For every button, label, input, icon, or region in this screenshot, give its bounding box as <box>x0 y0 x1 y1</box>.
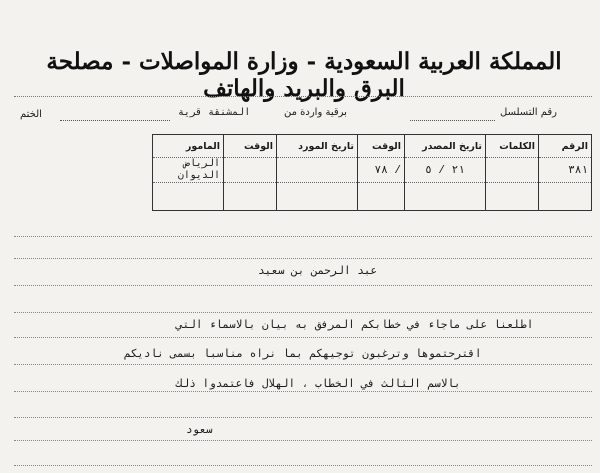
ruled-line <box>14 417 592 418</box>
ministry-header: المملكة العربية السعودية - وزارة المواصلات - مصلحة البرق والبريد والهاتف <box>46 48 562 102</box>
ruled-line <box>14 364 592 365</box>
signature: سعود <box>186 425 213 437</box>
header-officer: المامور <box>153 135 224 158</box>
header-time-2: الوقت <box>224 135 277 158</box>
message-line-2: اقترحتموها وترغبون توجيهكم بما نراه مناسبا بسمى ناديكم <box>124 349 482 361</box>
ruled-line <box>14 258 592 259</box>
cell-time: / ٧٨ <box>358 158 405 183</box>
telegram-details-table <box>152 134 592 211</box>
cell-number: ٣٨١ <box>539 158 592 183</box>
header-arrival-date: تاريخ المورد <box>277 135 358 158</box>
ruled-line <box>14 236 592 237</box>
sequence-number-field <box>410 120 495 121</box>
cell-arrival-date <box>277 158 358 183</box>
ruled-line <box>14 285 592 286</box>
table-row <box>153 158 592 183</box>
telegram-from-label: برقية واردة من <box>284 107 347 118</box>
ruled-line <box>14 337 592 338</box>
header-words: الكلمات <box>486 135 539 158</box>
table-header-row <box>153 135 592 158</box>
ruled-line <box>14 440 592 441</box>
ruled-line <box>14 312 592 313</box>
table-row <box>153 183 592 211</box>
header-source-date: تاريخ المصدر <box>405 135 486 158</box>
header-number: الرقم <box>539 135 592 158</box>
from-field-line <box>60 120 170 121</box>
cell-source-date: ٢١ / ٥ <box>405 158 486 183</box>
ruled-line <box>14 391 592 392</box>
cell-time-2 <box>224 158 277 183</box>
addressee: عبد الرحمن بن سعيد <box>258 266 378 278</box>
sequence-number-label: رقم التسلسل <box>500 107 558 118</box>
message-line-3: بالاسم الثالث في الخطاب ، الهلال فاعتمدوا ذلك <box>176 379 461 391</box>
ruled-line <box>14 465 592 466</box>
seal-label: الختم <box>20 109 42 120</box>
header-time: الوقت <box>358 135 405 158</box>
cell-officer: الرياض الديوان <box>153 158 224 183</box>
message-line-1: اطلعنا على ماجاء في خطابكم المرفق به بيان بالاسماء التي <box>176 320 534 332</box>
header-divider <box>14 96 592 97</box>
telegram-from-value: المشنقة قرية <box>178 108 251 119</box>
cell-words <box>486 158 539 183</box>
